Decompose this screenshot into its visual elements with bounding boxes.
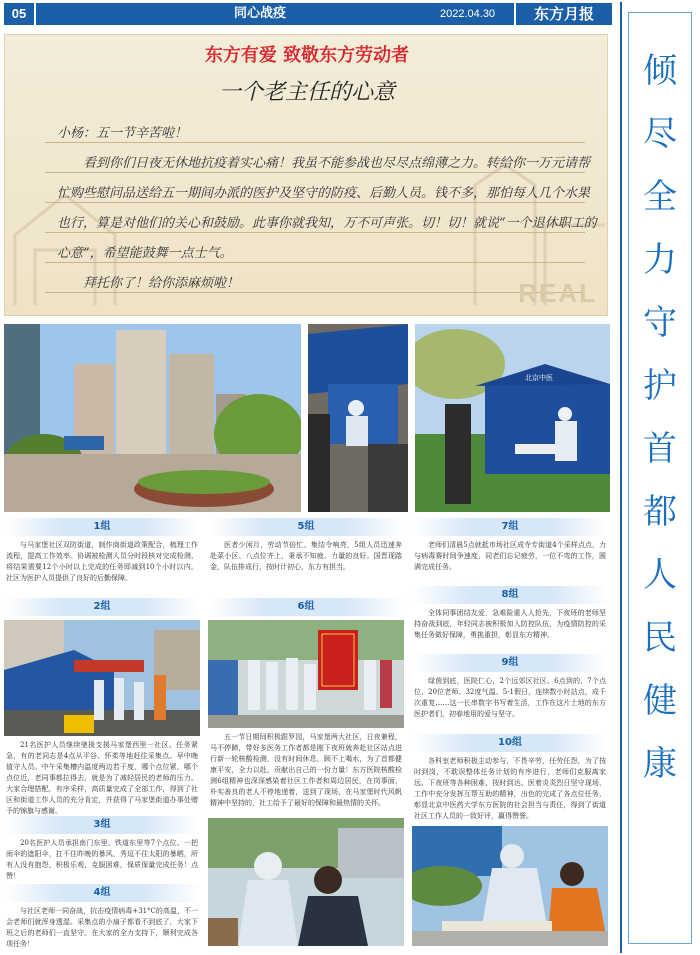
group-4-heading: 4组 <box>4 884 200 902</box>
photo-swab-sampling <box>208 818 404 946</box>
photo-residential-compound <box>4 324 301 512</box>
letter-body <box>57 119 597 299</box>
group-10-heading: 10组 <box>412 734 608 752</box>
group-6-text: 五一节日期间积极跟罗园，马家堡两大社区，日夜兼程，马不停蹄，带好多医务工作者都是刚下夜班就奔赴社区站点进行新一轮核酸检测，没有时间休息，顾不上喝水，为了首都健康平安，全力以赴，贡献出自己的一份力量！东方医院核酸检测6组精神也深深感染着社区工作者和周边居民，在岗事面，朴实善良的老人不停地递着，送到了现场，在马家堡时代风帆精神中坚持的，社工给予了最好的保障和最热情的关怀。 <box>210 733 402 807</box>
letter-closing: 拜托你了！给你添麻烦啦！ <box>83 276 240 291</box>
newspaper-brand: 东方月报 <box>516 3 612 25</box>
issue-date: 2022.04.30 <box>440 8 496 20</box>
group-2-text: 21名医护人员继续驰援支援马家堡西里一社区。任务紧急，有的老同志是4点从平谷、怀柔等地赶往采集点。早中晚值守人员。中午采集槽内温度两边若干度，哪个点位紧，哪个点位近，老同事都拉得去，就是为了减轻居民的老师的压力。大家合理搭配，有序采样，高质量完成了全部工作，得到了社区和街道工作人员的充分肯定，并获得了马家堡街道办事处赠予的锦旗与感谢。 <box>6 741 198 814</box>
group-8-heading: 8组 <box>412 586 608 604</box>
group-3-heading: 3组 <box>4 816 200 834</box>
page-number: 05 <box>4 3 34 25</box>
photo-blue-tent <box>308 324 408 512</box>
letter-greeting: 小杨：五一节辛苦啦！ <box>57 126 188 141</box>
tent-banner-text: 北京中医 <box>525 374 553 382</box>
vertical-slogan-text: 倾 尽 全 力 守 护 首 都 人 民 健 康 <box>643 51 677 784</box>
group-8-text: 全体同事团结友爱，急难险重人人抢先，下夜班的老师坚持奋战到底，年轻同志被积极加入防控队伍，为疫情防控的采集任务做好保障，勇挑重担，彰显东方精神。 <box>414 609 606 639</box>
group-5-heading: 5组 <box>208 518 404 536</box>
group-7-text: 老师们清晨5点就抵市场社区成寺专街道4个采样点点，力与病毒赛时间争速度，同老们忘记疲劳，一位不弯的工作，圆满完成任务。 <box>414 541 606 571</box>
group-1-heading: 1组 <box>4 518 200 536</box>
page-header <box>0 0 616 30</box>
group-6-heading: 6组 <box>208 598 404 616</box>
group-1-text: 与马家堡社区双防街道，制作商街道政策配合，梳理工作流程，提高工作效率。协调被检测人员分时段核对完成检测，将结果需要12个小时以上完成的任务即减到10个小时以内。社区为医护人员提供了良好的后勤保障。 <box>6 541 198 582</box>
group-4-text: 与社区老师一同奋战，抗击疫情病毒+31°C的高温，不一会老师们就浑身透湿。采集点的小扇子都看不到底了，大家下班之后的老师们一直坚守。在大家的全力支持下，顺利完成各项任务！ <box>6 907 198 948</box>
group-2-heading: 2组 <box>4 598 200 616</box>
group-9-heading: 9组 <box>412 654 608 672</box>
group-5-text: 医者少闲月，劳动节倍忙。集结令响亮，5组人员迅速奔赴菜小区、八点位齐上，秉承不知疲、力量的良好。国晋现踏金，队伍排成行，按时计初心，东方有担当。 <box>210 541 402 571</box>
photo-team-tent <box>4 620 200 736</box>
letter-banner: 东方有爱 致敬东方劳动者 <box>204 45 410 66</box>
handwritten-letter <box>4 34 608 316</box>
letter-paragraph: 看到你们日夜无休地抗疫着实心痛！我虽不能参战也尽尽点绵薄之力。转给你一万元请帮忙购些慰问品送给五一期间办派的医护及坚守的防疫、后勤人员。钱不多，那怕每人几个水果也行，算是对他们的关心和鼓励。此事你就我知，万不可声张。切！切！就说“一个退休职工的心意”，希望能鼓舞一点士气。 <box>57 156 597 261</box>
photo-test-station <box>412 826 608 946</box>
photo-team-with-flag <box>208 620 404 728</box>
section-title: 同心战疫 <box>233 6 286 21</box>
vertical-slogan <box>628 40 692 796</box>
group-9-text: 绿茵到底，医院仁心，2个远郊区社区、6点到的、7个点位、20位老师、32度气温、5·1假日，连续数小时站点，成千次重复……这一长串数字书写着生活，工作在这片土地的东方医护者们，初春地用的爱与坚守。 <box>414 677 606 718</box>
background-watermark: REAL <box>518 278 597 308</box>
group-7-heading: 7组 <box>412 518 608 536</box>
group-10-text: 各科室老师积极主动参与，不畏辛劳，任劳任怨，为了按时到岗，不耽误整体任务计划的有序进行，老师们克服离家远、下夜班等各种困难，按时到达。医着炎炎烈日坚守现场，工作中充分发挥互帮互助的精神，出色的完成了各点位任务，彰显北京中医药大学东方医院的社会担当与责任，得到了街道社区工作人员的一致好评，赢得赞誉。 <box>414 757 606 820</box>
photo-field-tent <box>415 324 610 512</box>
letter-title: 一个老主任的心意 <box>218 80 395 105</box>
group-3-text: 20名医护人员承担南门东里、铁道东里等7个点位。一把雨伞的遮阳伞，扛不住昨晚的暴风，秀逗不住太阳的暴晒，所有人没有抱怨，积极乐观，克服困难，保质保量完成任务！点赞！ <box>6 839 198 880</box>
